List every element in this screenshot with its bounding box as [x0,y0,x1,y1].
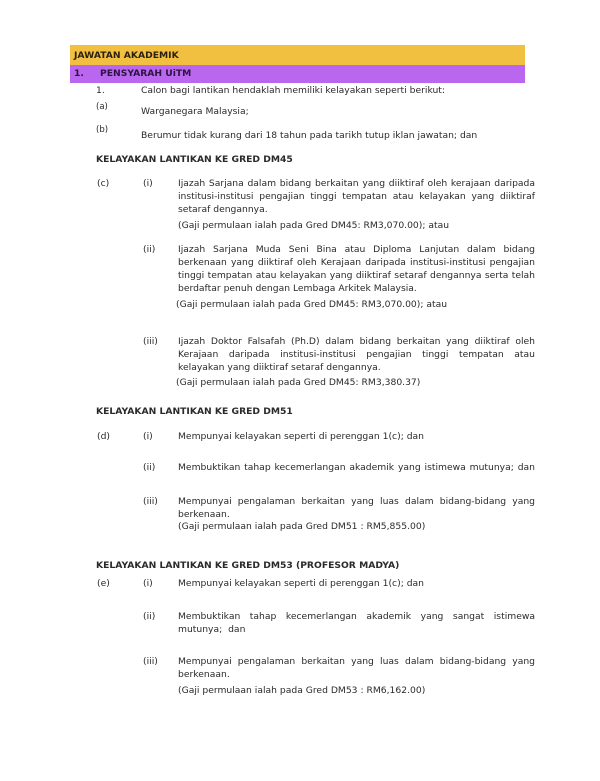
section-title-dm45: KELAYAKAN LANTIKAN KE GRED DM45 [96,154,293,165]
paragraph-line: Mempunyai pengalaman berkaitan yang luas dalam bidang-bidang yang [178,656,535,667]
paragraph-line: Mempunyai kelayakan seperti di perenggan 1(c); dan [178,578,424,589]
paragraph-line: Ijazah Doktor Falsafah (Ph.D) dalam bidang berkaitan yang diiktiraf oleh [178,336,535,347]
paragraph-line: Mempunyai kelayakan seperti di perenggan 1(c); dan [178,431,424,442]
item-label: (i) [143,178,153,189]
paragraph-line: Ijazah Sarjana Muda Seni Bina atau Diploma Lanjutan dalam bidang [178,244,535,255]
qualification-paragraph [178,610,535,636]
paragraph-line: Ijazah Sarjana dalam bidang berkaitan yang diiktiraf oleh kerajaan daripada [178,178,535,189]
salary-note: (Gaji permulaan ialah pada Gred DM45: RM3,070.00); atau [178,220,450,231]
item-label: (iii) [143,496,158,507]
paragraph-line: tinggi tempatan atau kelayakan yang diiktiraf setaraf dengannya serta telah [178,270,535,281]
item-label: (iii) [143,336,158,347]
category-title: JAWATAN AKADEMIK [74,50,179,61]
requirement-label-a: (a) [96,102,108,112]
requirement-label-b: (b) [96,125,109,135]
paragraph-line: Mempunyai pengalaman berkaitan yang luas dalam bidang-bidang yang [178,496,535,507]
requirement-text-b: Berumur tidak kurang dari 18 tahun pada tarikh tutup iklan jawatan; dan [141,130,478,141]
qualification-paragraph [178,177,535,216]
item-label: (ii) [143,611,156,622]
paragraph-line: Membuktikan tahap kecemerlangan akademik yang istimewa mutunya; dan [178,462,535,473]
paragraph-line: berkenaan. [178,509,230,520]
requirement-text-a: Warganegara Malaysia; [141,106,249,117]
item-label: (ii) [143,244,156,255]
position-number: 1. [74,68,84,79]
item-label: (i) [143,431,153,442]
paragraph-line: berkenaan yang diiktiraf oleh Kerajaan daripada institusi-institusi pengajian [178,257,535,268]
qualification-paragraph [178,655,535,681]
intro-text: Calon bagi lantikan hendaklah memiliki kelayakan seperti berikut: [141,85,446,96]
paragraph-line: institusi-institusi pengajian tinggi tempatan atau kelayakan yang diiktiraf [178,191,535,202]
section-label-e: (e) [97,578,110,589]
qualification-paragraph [178,577,535,590]
paragraph-line: Kerajaan daripada institusi-institusi pengajian tinggi tempatan atau [178,349,535,360]
qualification-paragraph [178,495,535,521]
intro-number: 1. [96,85,105,96]
item-label: (ii) [143,462,156,473]
qualification-paragraph [178,430,535,443]
section-label-d: (d) [97,431,111,442]
paragraph-line: mutunya; dan [178,624,246,635]
salary-note: (Gaji permulaan ialah pada Gred DM51 : RM5,855.00) [178,521,426,532]
section-title-dm53: KELAYAKAN LANTIKAN KE GRED DM53 (PROFESOR MADYA) [96,560,400,571]
paragraph-line: berdaftar penuh dengan Lembaga Arkitek Malaysia. [178,283,417,294]
paragraph-line: kelayakan yang diiktiraf setaraf dengannya. [178,362,381,373]
salary-note: (Gaji permulaan ialah pada Gred DM45: RM3,070.00); atau [176,299,448,310]
salary-note: (Gaji permulaan ialah pada Gred DM53 : RM6,162.00) [178,685,426,696]
item-label: (iii) [143,656,158,667]
qualification-paragraph [178,335,535,374]
salary-note: (Gaji permulaan ialah pada Gred DM45: RM3,380.37) [176,377,421,388]
paragraph-line: Membuktikan tahap kecemerlangan akademik yang sangat istimewa [178,611,535,622]
category-header-bar [70,45,525,65]
paragraph-line: setaraf dengannya. [178,204,268,215]
position-header-bar [70,65,525,83]
qualification-paragraph [178,461,535,474]
qualification-paragraph [178,243,535,295]
section-title-dm51: KELAYAKAN LANTIKAN KE GRED DM51 [96,406,293,417]
section-label-c: (c) [97,178,110,189]
item-label: (i) [143,578,153,589]
position-title: PENSYARAH UiTM [100,68,192,79]
paragraph-line: berkenaan. [178,669,230,680]
